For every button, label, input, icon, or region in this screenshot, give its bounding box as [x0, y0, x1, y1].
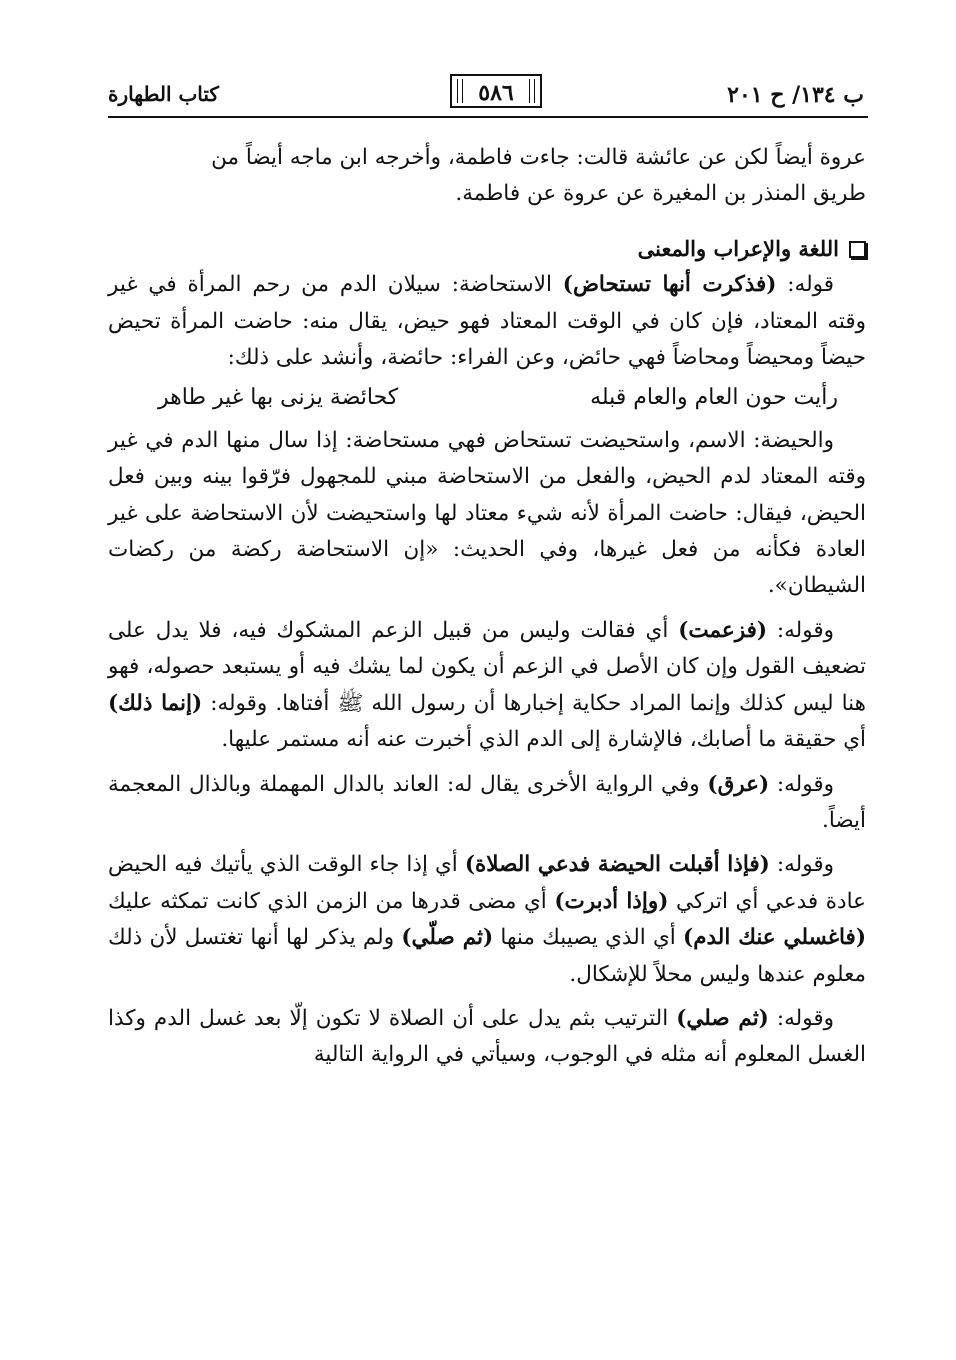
quoted-phrase: (إنما ذلك): [108, 690, 203, 716]
book-title: كتاب الطهارة: [108, 82, 219, 106]
quoted-phrase: (فذكرت أنها تستحاض): [562, 272, 777, 298]
paragraph-istihada: قوله: (فذكرت أنها تستحاض) الاستحاضة: سيلان الدم من رحم المرأة في غير وقته المعتاد، فإن كان في الوقت المعتاد فهو حيض، يقال منه: حاضت المرأة تحيض حيضاً ومحيضاً ومحاضاً فهي حائض، وعن الفراء: حائضة، وأنشد على ذلك:: [108, 272, 866, 371]
quoted-phrase: (ثم صلّي): [401, 925, 494, 951]
intro-line-1: عروة أيضاً لكن عن عائشة قالت: جاءت فاطمة، وأخرجه ابن ماجه أيضاً من: [211, 145, 866, 170]
quoted-phrase: (فزعمت): [678, 617, 768, 643]
square-bullet-icon: [849, 241, 866, 258]
quoted-phrase: (ثم صلي): [676, 1005, 769, 1031]
page-header: [108, 72, 868, 118]
poetry-verse: [108, 380, 866, 416]
intro-line-2: طريق المنذر بن المغيرة عن عروة عن فاطمة.: [455, 181, 866, 207]
quoted-phrase: (عرق): [707, 771, 770, 797]
paragraph-zaamat: وقوله: (فزعمت) أي فقالت وليس من قبيل الزعم المشكوك فيه، فلا يدل على تضعيف القول وإن كان الأصل في الزعم أن يكون لما يشك فيه أو يستبعد حصوله، فهو هنا ليس كذلك وإنما المراد حكاية إخبارها أن رسول الله ﷺ أفتاها. وقوله: (إنما ذلك) أي حقيقة ما أصابك، فالإشارة إلى الدم الذي أخبرت عنه أنه مستمر عليها.: [108, 617, 866, 753]
verse-first-hemistich: رأيت حون العام والعام قبله: [590, 385, 838, 411]
verse-second-hemistich: كحائضة يزنى بها غير طاهر: [158, 385, 399, 411]
paragraph-aqbalat: وقوله: (فإذا أقبلت الحيضة فدعي الصلاة) أي إذا جاء الوقت الذي يأتيك فيه الحيض عادة فدعي أي اتركي (وإذا أدبرت) أي مضى قدرها من الزمن الذي كانت تمكثه عليك (فاغسلي عنك الدم) أي الذي يصيبك منها (ثم صلّي) ولم يذكر لها أنها تغتسل لأن ذلك معلوم عندها وليس محلاً للإشكال.: [108, 852, 866, 987]
paragraph-irq: وقوله: (عرق) وفي الرواية الأخرى يقال له: العاند بالدال المهملة وبالذال المعجمة أيضاً.: [108, 771, 866, 833]
section-heading: [108, 231, 866, 267]
quoted-phrase: (وإذا أدبرت): [554, 888, 669, 914]
quoted-phrase: (فاغسلي عنك الدم): [683, 925, 866, 951]
paragraph-thumma-salli: وقوله: (ثم صلي) الترتيب بثم يدل على أن الصلاة لا تكون إلّا بعد غسل الدم وكذا الغسل المعلوم أنه مثله في الوجوب، وسيأتي في الرواية التالية: [108, 1005, 866, 1068]
section-heading-text: اللغة والإعراب والمعنى: [637, 235, 839, 261]
paragraph-hayda: والحيضة: الاسم، واستحيضت تستحاض فهي مستحاضة: إذا سال منها الدم في غير وقته المعتاد لدم الحيض، والفعل من الاستحاضة مبني للمجهول فرّقوا بينه وبين فعل الحيض، فيقال: حاضت المرأة لأنه شيء معتاد لها واستحيضت لأن الاستحاضة على غير العادة فكأنه من فعل غيرها، وفي الحديث: «إن الاستحاضة ركضة من ركضات الشيطان».: [108, 427, 866, 599]
hadith-reference: ب ١٣٤/ ح ٢٠١: [727, 82, 864, 108]
page-body: [108, 140, 866, 1074]
quoted-phrase: (فإذا أقبلت الحيضة فدعي الصلاة): [464, 852, 770, 878]
page-number: ٥٨٦: [450, 74, 542, 108]
